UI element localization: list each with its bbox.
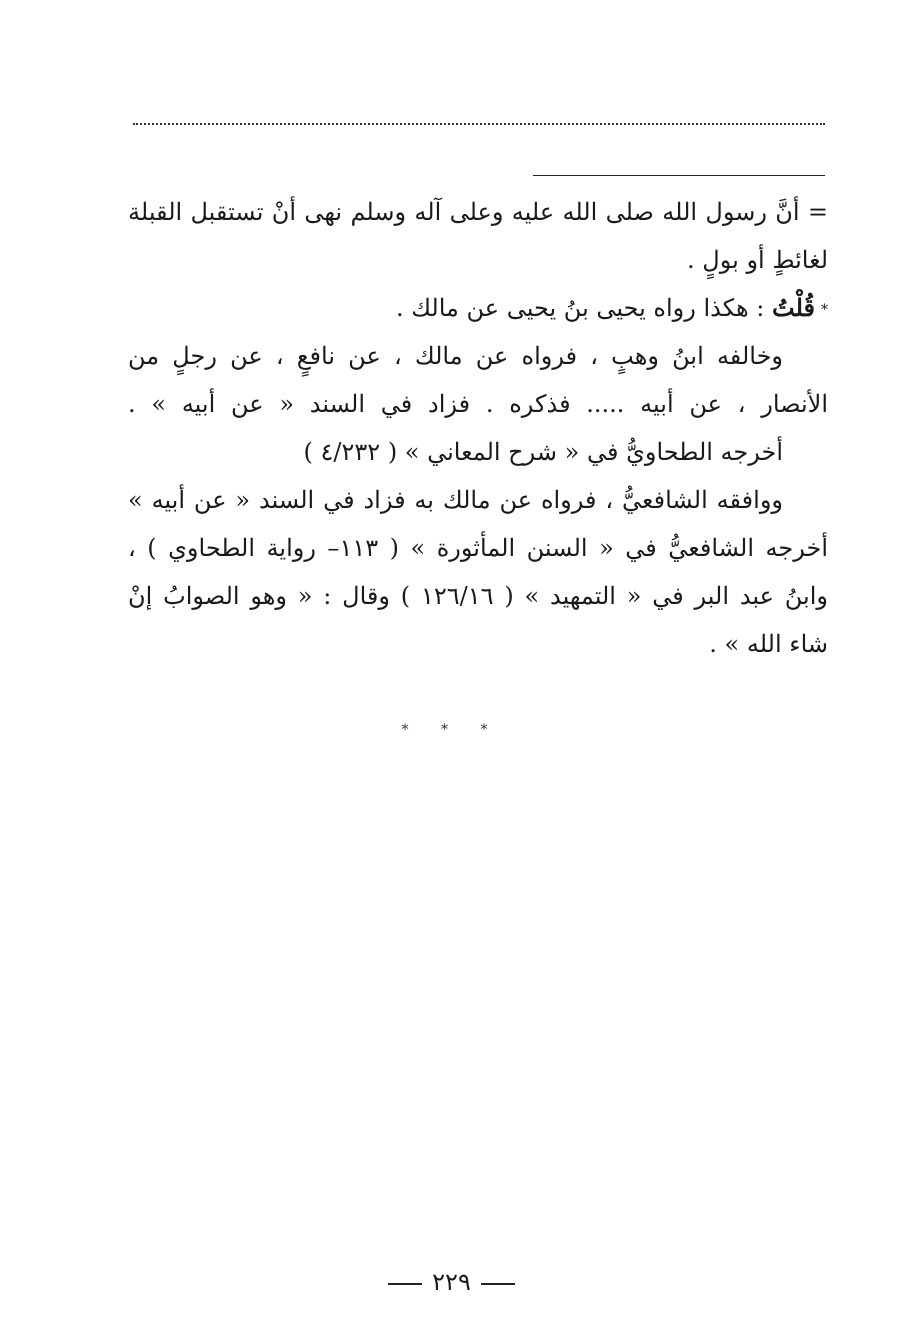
section-separator: * * * — [401, 722, 502, 738]
body-line-3: أخرجه الطحاويُّ في « شرح المعاني » ( ٤/٢٣٢ ) — [303, 438, 783, 466]
qult-keyword: قُلْتُ — [772, 293, 815, 322]
dotted-separator-line — [133, 123, 825, 125]
footnote-rule — [533, 175, 825, 176]
dash-right — [388, 1283, 422, 1285]
qult-paragraph — [128, 284, 828, 332]
qult-text: : هكذا رواه يحيى بنُ يحيى عن مالك . — [395, 294, 765, 322]
body-line-1: وخالفه ابنُ وهبٍ ، فرواه عن مالك ، عن نافعٍ ، عن رجلٍ من — [128, 342, 783, 370]
body-line-6: وابنُ عبد البر في « التمهيد » ( ١٢٦/١٦ ) وقال : « وهو الصوابُ إنْ — [128, 582, 828, 610]
footnote-line-2: لغائطٍ أو بولٍ . — [687, 246, 828, 274]
page-number-value: ٢٢٩ — [432, 1268, 471, 1296]
body-line-2: الأنصار ، عن أبيه ..... فذكره . فزاد في السند « عن أبيه » . — [128, 390, 828, 418]
page-number — [0, 1268, 903, 1296]
footnote-line-1: = أنَّ رسول الله صلى الله عليه وعلى آله وسلم نهى أنْ تستقبل القبلة — [128, 198, 828, 226]
dash-left — [481, 1283, 515, 1285]
body-line-7: شاء الله » . — [709, 630, 828, 658]
body-line-4: ووافقه الشافعيُّ ، فرواه عن مالك به فزاد في السند « عن أبيه » — [128, 486, 783, 514]
page-text — [128, 188, 828, 668]
star-icon: * — [821, 301, 828, 318]
body-line-5: أخرجه الشافعيُّ في « السنن المأثورة » ( ١١٣– رواية الطحاوي ) ، — [128, 534, 828, 562]
